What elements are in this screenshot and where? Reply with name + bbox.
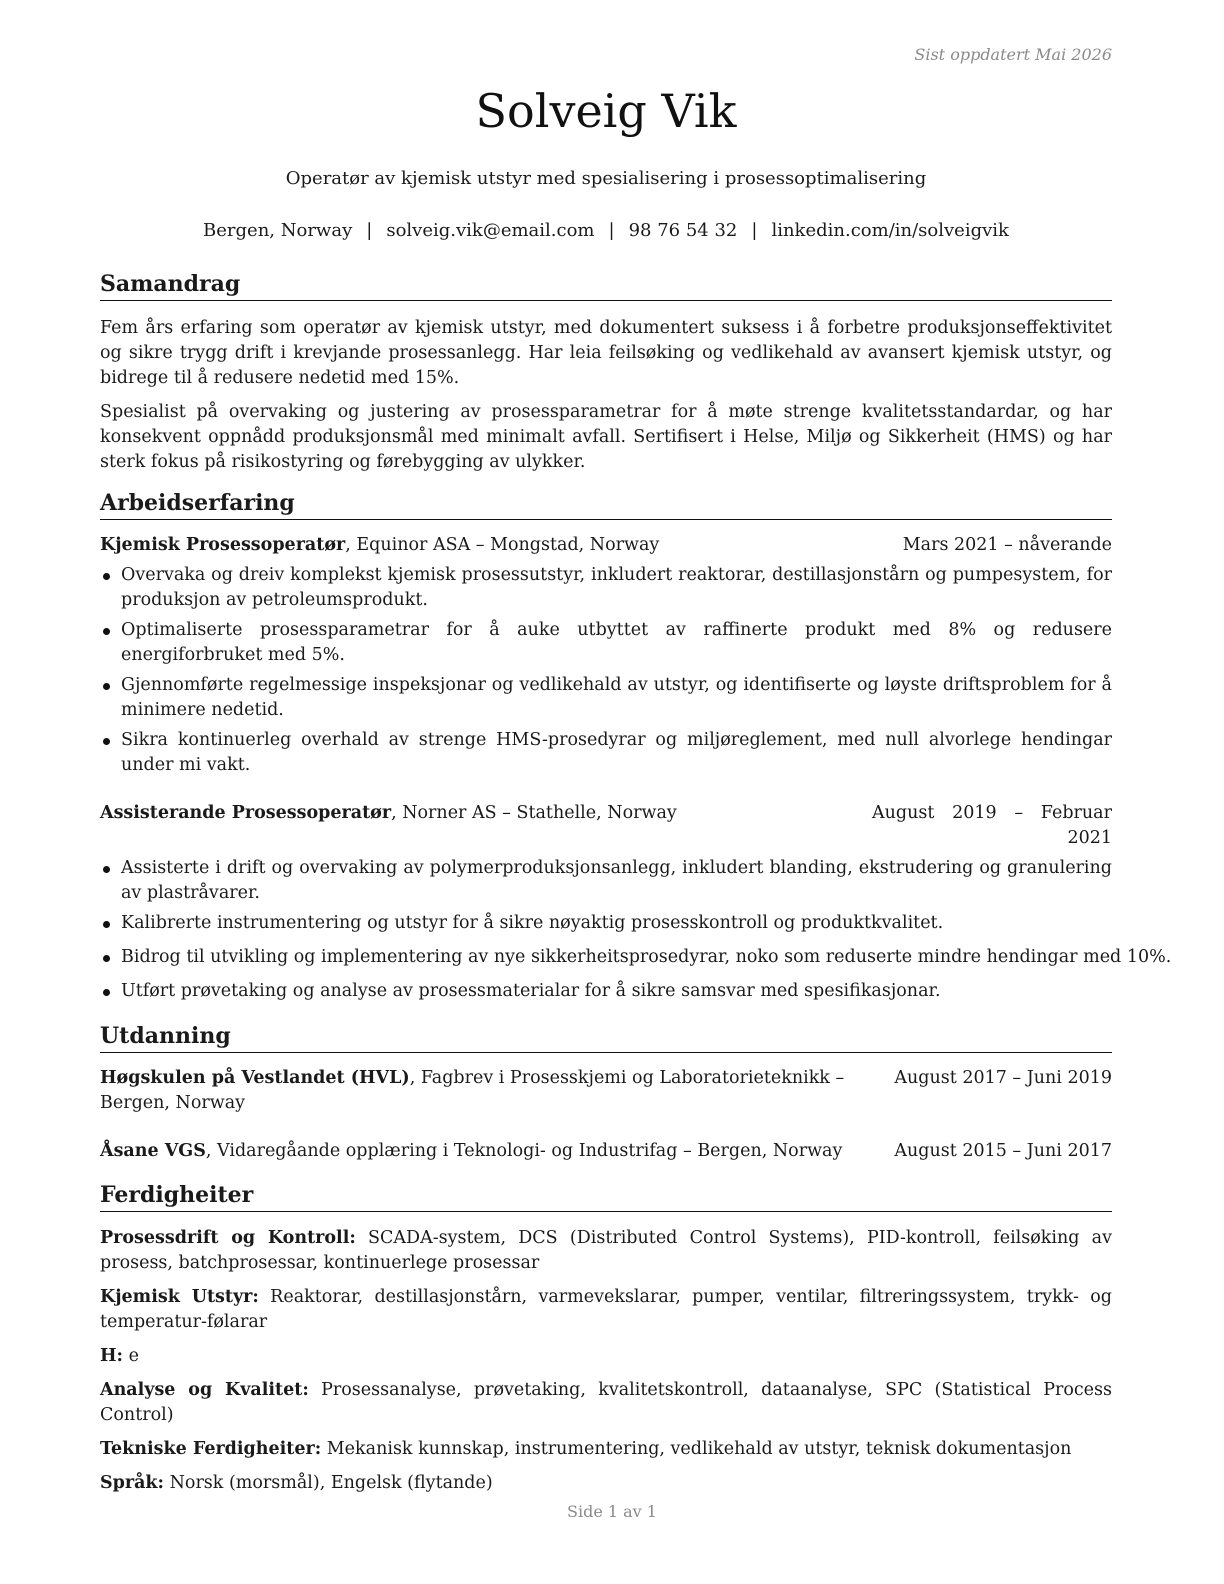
skill-row	[100, 1285, 1112, 1335]
job-bullets	[100, 856, 1172, 1004]
education-dates: August 2017 – Juni 2019	[894, 1068, 1112, 1088]
list-item: Overvaka og dreiv komplekst kjemisk prosessutstyr, inkludert reaktorar, destillasjonstårn og pumpesystem, for produksjon av petroleumsprodukt.	[100, 563, 1112, 613]
skill-label: Tekniske Ferdigheiter:	[100, 1439, 322, 1459]
skill-value: SCADA-system, DCS (Distributed Control Systems), PID-kontroll, feilsøking av prosess, batchprosessar, kontinuerlege prosessar	[100, 1228, 1112, 1273]
education-detail: , Fagbrev i Prosesskjemi og Laboratorieteknikk – Bergen, Norway	[100, 1068, 845, 1113]
list-item: Gjennomførte regelmessige inspeksjonar og vedlikehald av utstyr, og identifiserte og løyste driftsproblem for å minimere nedetid.	[100, 673, 1112, 723]
skill-label: H:	[100, 1346, 123, 1366]
list-item: Bidrog til utvikling og implementering av nye sikkerheitsprosedyrar, noko som reduserte mindre hendingar med 10%.	[100, 945, 1112, 970]
education-entry	[100, 1066, 1112, 1116]
job-employer: , Equinor ASA – Mongstad, Norway	[345, 535, 660, 555]
job-role: Kjemisk Prosessoperatør	[100, 535, 346, 555]
skill-label: Prosessdrift og Kontroll:	[100, 1228, 356, 1248]
education-section	[100, 1022, 1112, 1164]
contact-separator: |	[751, 220, 758, 241]
section-title-experience: Arbeidserfaring	[100, 489, 1112, 520]
skill-row	[100, 1471, 1112, 1496]
tagline: Operatør av kjemisk utstyr med spesialisering i prosessoptimalisering	[285, 168, 927, 189]
education-school: Høgskulen på Vestlandet (HVL)	[100, 1068, 410, 1088]
job-dates: August 2019 – Februar 2021	[872, 803, 1112, 848]
summary-section	[100, 270, 1112, 475]
skill-row	[100, 1226, 1112, 1276]
skill-value: e	[123, 1346, 139, 1366]
skill-value: Norsk (morsmål), Engelsk (flytande)	[164, 1473, 493, 1493]
list-item: Utført prøvetaking og analyse av prosessmaterialar for å sikre samsvar med spesifikasjonar.	[100, 979, 1112, 1004]
skill-value: Reaktorar, destillasjonstårn, varmevekslarar, pumper, ventilar, filtreringssystem, trykk- og temperatur-følarar	[100, 1287, 1112, 1332]
job-entry	[100, 801, 1172, 1004]
job-header	[100, 801, 1112, 851]
education-dates: August 2015 – Juni 2017	[894, 1141, 1112, 1161]
contact-linkedin[interactable]: linkedin.com/in/solveigvik	[771, 220, 1009, 241]
skill-row	[100, 1378, 1112, 1428]
page-number: Side 1 av 1	[567, 1502, 657, 1521]
job-bullets	[100, 563, 1112, 778]
last-updated: Sist oppdatert Mai 2026	[914, 45, 1112, 64]
education-school: Åsane VGS	[100, 1141, 206, 1161]
job-header	[100, 533, 1112, 558]
education-detail: , Vidaregåande opplæring i Teknologi- og Industrifag – Bergen, Norway	[205, 1141, 843, 1161]
list-item: Assisterte i drift og overvaking av polymerproduksjonsanlegg, inkludert blanding, ekstrudering og granulering av plastråvarer.	[100, 856, 1112, 906]
skills-section	[100, 1181, 1112, 1496]
contact-phone: 98 76 54 32	[628, 220, 738, 241]
contact-separator: |	[366, 220, 373, 241]
contact-line	[100, 220, 1112, 241]
skill-label: Kjemisk Utstyr:	[100, 1287, 259, 1307]
job-employer: , Norner AS – Stathelle, Norway	[391, 803, 677, 823]
skill-row	[100, 1437, 1112, 1462]
section-title-skills: Ferdigheiter	[100, 1181, 1112, 1212]
section-title-education: Utdanning	[100, 1022, 1112, 1053]
experience-section	[100, 489, 1172, 1004]
skill-value: Mekanisk kunnskap, instrumentering, vedlikehald av utstyr, teknisk dokumentasjon	[321, 1439, 1072, 1459]
job-entry	[100, 533, 1112, 778]
contact-separator: |	[608, 220, 615, 241]
skill-label: Språk:	[100, 1473, 165, 1493]
skill-value: Prosessanalyse, prøvetaking, kvalitetskontroll, dataanalyse, SPC (Statistical Process Control)	[100, 1380, 1113, 1425]
skill-label: Analyse og Kvalitet:	[100, 1380, 309, 1400]
contact-location: Bergen, Norway	[203, 220, 353, 241]
list-item: Sikra kontinuerleg overhald av strenge HMS-prosedyrar og miljøreglement, med null alvorlege hendingar under mi vakt.	[100, 728, 1112, 778]
job-dates: Mars 2021 – nåverande	[902, 535, 1112, 555]
education-entry	[100, 1139, 1112, 1164]
job-role: Assisterande Prosessoperatør	[100, 803, 392, 823]
summary-paragraph: Spesialist på overvaking og justering av prosessparametrar for å møte strenge kvalitetsstandardar, og har konsekvent oppnådd produksjonsmål med minimalt avfall. Sertifisert i Helse, Miljø og Sikkerheit (HMS) og har sterk fokus på risikostyring og førebygging av ulykker.	[100, 402, 1112, 472]
contact-email[interactable]: solveig.vik@email.com	[386, 220, 595, 241]
list-item: Optimaliserte prosessparametrar for å auke utbyttet av raffinerte produkt med 8% og redusere energiforbruket med 5%.	[100, 618, 1112, 668]
summary-paragraph: Fem års erfaring som operatør av kjemisk utstyr, med dokumentert suksess i å forbetre produksjonseffektivitet og sikre trygg drift i krevjande prosessanlegg. Har leia feilsøking og vedlikehald av avansert kjemisk utstyr, og bidrege til å redusere nedetid med 15%.	[100, 318, 1112, 388]
skill-row	[100, 1344, 1112, 1369]
section-title-summary: Samandrag	[100, 270, 1112, 301]
list-item: Kalibrerte instrumentering og utstyr for å sikre nøyaktig prosesskontroll og produktkvalitet.	[100, 911, 1112, 936]
candidate-name: Solveig Vik	[475, 84, 737, 138]
